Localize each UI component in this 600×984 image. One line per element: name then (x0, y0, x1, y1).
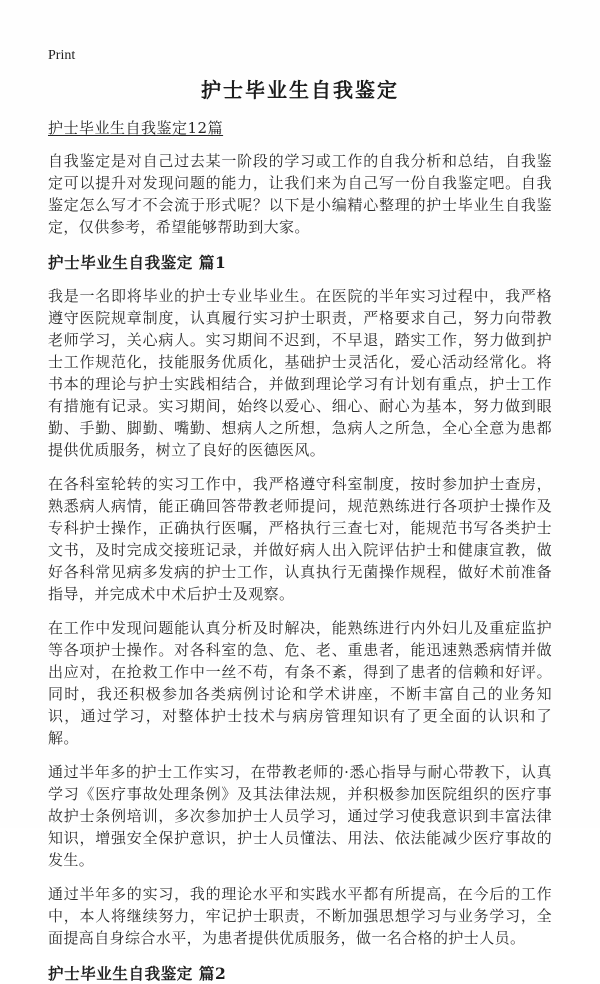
section-1-paragraph-4: 通过半年多的护士工作实习，在带教老师的·悉心指导与耐心带教下，认真学习《医疗事故处理条例》及其法律法规，并积极参加医院组织的医疗事故护士条例培训，多次参加护士人员学习，通过学习使我意识到丰富法律知识，增强安全保护意识，护士人员懂法、用法、依法能减少医疗事故的发生。 (48, 763, 552, 869)
section-1-paragraph-3: 在工作中发现问题能认真分析及时解决，能熟练进行内外妇儿及重症监护等各项护士操作。对各科室的急、危、老、重患者，能迅速熟悉病情并做出应对，在抢救工作中一丝不苟，有条不紊，得到了患者的信赖和好评。同时，我还积极参加各类病例讨论和学术讲座，不断丰富自己的业务知识，通过学习，对整体护士技术与病房管理知识有了更全面的认识和了解。 (48, 619, 552, 747)
section-1-paragraph-2: 在各科室轮转的实习工作中，我严格遵守科室制度，按时参加护士查房，熟悉病人病情，能正确回答带教老师提问，规范熟练进行各项护士操作及专科护士操作，正确执行医嘱，严格执行三查七对，能规范书写各类护士文书，及时完成交接班记录，并做好病人出入院评估护士和健康宣教，做好各科常见病多发病的护士工作，认真执行无菌操作规程，做好术前准备指导，并完成术中术后护士及观察。 (48, 475, 552, 603)
section-2-heading: 护士毕业生自我鉴定 篇2 (48, 964, 227, 983)
section-1-paragraph-1: 我是一名即将毕业的护士专业毕业生。在医院的半年实习过程中，我严格遵守医院规章制度，认真履行实习护士职责，严格要求自己，努力向带教老师学习，关心病人。实习期间不迟到，不早退，踏实工作，努力做到护士工作规范化，技能服务优质化，基础护士灵活化，爱心活动经常化。将书本的理论与护士实践相结合，并做到理论学习有计划有重点，护士工作有措施有记录。实习期间，始终以爱心、细心、耐心为基本，努力做到眼勤、手勤、脚勤、嘴勤、想病人之所想，急病人之所急，全心全意为患都提供优质服务，树立了良好的医德医风。 (48, 287, 552, 459)
section-1-paragraph-5: 通过半年多的实习，我的理论水平和实践水平都有所提高，在今后的工作中，本人将继续努力，牢记护士职责，不断加强思想学习与业务学习，全面提高自身综合水平，为患者提供优质服务，做一名合格的护士人员。 (48, 885, 552, 947)
document-subtitle: 护士毕业生自我鉴定12篇 (48, 119, 224, 137)
intro-paragraph: 自我鉴定是对自己过去某一阶段的学习或工作的自我分析和总结，自我鉴定可以提升对发现问题的能力，让我们来为自己写一份自我鉴定吧。自我鉴定怎么写才不会流于形式呢？以下是小编精心整理的护士毕业生自我鉴定，仅供参考，希望能够帮助到大家。 (48, 152, 552, 236)
document-title: 护士毕业生自我鉴定 (201, 78, 399, 102)
print-link[interactable]: Print (48, 48, 76, 63)
section-1-heading: 护士毕业生自我鉴定 篇1 (48, 253, 227, 272)
